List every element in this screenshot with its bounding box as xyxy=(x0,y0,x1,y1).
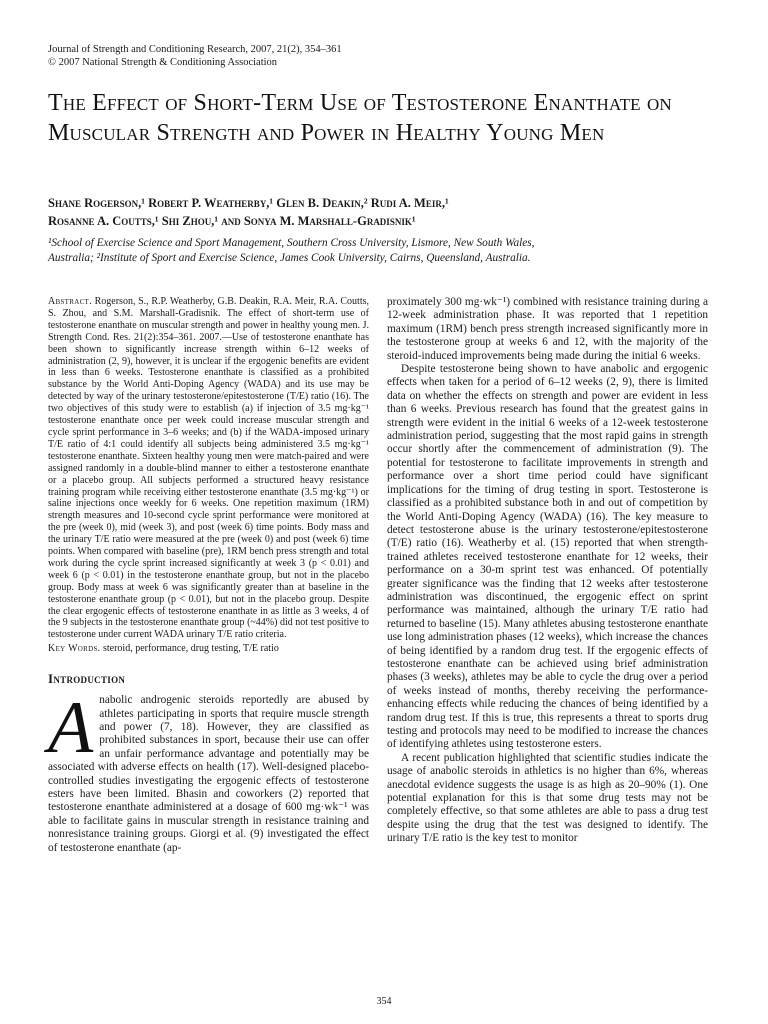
paragraph-1: proximately 300 mg·wk⁻¹) combined with resistance training during a 12-week administration phase. It was reported that 1 repetition maximum (1RM) bench press strength increased significantly more in the testosterone group at weeks 6 and 12, with the majority of the steroid-induced improvements being made during the initial 6 weeks. xyxy=(387,296,708,362)
keywords-label: Key Words. xyxy=(48,643,101,655)
affiliation-line-1: ¹School of Exercise Science and Sport Management, Southern Cross University, Lismore, New South Wales, xyxy=(48,237,535,249)
drop-cap: A xyxy=(48,687,94,770)
right-column xyxy=(387,296,708,846)
paragraph-3: A recent publication highlighted that scientific studies indicate the usage of anabolic steroids in athletics is no higher than 6%, whereas anecdotal evidence suggests the usage is as high as 20–90% (1). One potential explanation for this is that some drug tests may not be completely effective, so that some athletes are able to pass a drug test despite using the drug that the test was designed to identify. The urinary T/E ratio is the key test to monitor xyxy=(387,751,708,845)
introduction-body xyxy=(48,687,369,855)
abstract-text: Rogerson, S., R.P. Weatherby, G.B. Deakin, R.A. Meir, R.A. Coutts, S. Zhou, and S.M. Marshall-Gradisnik. The effect of short-term use of testosterone enanthate on muscular strength and power in healthy young men. J. Strength Cond. Res. 21(2):354–361. 2007.—Use of testosterone enanthate has been shown to significantly increase strength within 6–12 weeks of administration (2, 9), however, it is unclear if the ergogenic benefits are evident in less than 6 weeks. Testosterone enanthate is classified as a prohibited substance by the World Anti-Doping Agency (WADA) and its use may be detected by way of the urinary testosterone/epitestosterone (T/E) ratio (16). The two objectives of this study were to establish (a) if injection of 3.5 mg·kg⁻¹ testosterone enanthate once per week could increase muscular strength and cycle sprint performance in 3–6 weeks; and (b) if the WADA-imposed urinary T/E ratio of 4:1 could identify all subjects being administered 3.5 mg·kg⁻¹ testosterone enanthate. Sixteen healthy young men were match-paired and were assigned randomly in a double-blind manner to either a testosterone enanthate or a placebo group. All subjects performed a structured heavy resistance training program while receiving either testosterone enanthate (3.5 mg·kg⁻¹) or saline injections once weekly for 6 weeks. One repetition maximum (1RM) strength measures and 10-second cycle sprint performance were monitored at the pre (week 0), mid (week 3), and post (week 6) time points. Body mass and the urinary T/E ratio were measured at the pre (week 0) and post (week 6) time points. When compared with baseline (pre), 1RM bench press strength and total work during the cycle sprint increased significantly at week 3 (p < 0.01) and week 6 (p < 0.01) in the testosterone enanthate group, but not in the placebo group. Body mass at week 6 was significantly greater than at baseline in the testosterone enanthate group (p < 0.01), but not in the placebo group. Despite the clear ergogenic effects of testosterone enanthate in as little as 3 weeks, 4 of the 9 subjects in the testosterone enanthate group (~44%) did not test positive to testosterone under current WADA urinary T/E ratio criteria. xyxy=(48,296,369,641)
keywords-text: steroid, performance, drug testing, T/E ratio xyxy=(102,643,279,655)
paragraph-2: Despite testosterone being shown to have anabolic and ergogenic effects when taken for a period of 6–12 weeks (2, 9), there is limited data on whether the effects on strength and power are evident in less than 6 weeks. Previous research has found that the greatest gains in strength were evident in the initial 6 weeks of a 12-week testosterone administration period, suggesting that the most rapid gains in strength occur shortly after the commencement of administration (9). The potential for testosterone to facilitate improvements in strength and performance over a short time period could have significant implications for the timing of drug testing in sport. Testosterone is classified as a prohibited substance both in and out of competition by the World Anti-Doping Agency (WADA) (16). The key measure to detect testosterone abuse is the urinary testosterone/epitestosterone (T/E) ratio (16). Weatherby et al. (15) reported that when strength-trained athletes received testosterone enanthate for 12 weeks, their performance on a 30-m sprint test was enhanced. Of potentially greater significance was the finding that 12 weeks after testosterone administration was discontinued, the ergogenic effect on sprint performance was maintained, although the urinary T/E ratio had returned to baseline (15). Many athletes abusing testosterone enanthate use long administration phases (12 weeks), which increase the chances of being identified by a random drug test. If the ergogenic effects of testosterone enanthate can be achieved using brief administration phases (3 weeks), athletes may be able to cycle the drug over a period of weeks instead of months, thereby receiving the performance-enhancing effects while reducing the chances of being identified by a random drug test. If this is true, this represents a threat to sports drug testing and protocols may need to be modified to increase the chances of identifying athletes using testosterone esters. xyxy=(387,363,708,751)
journal-header xyxy=(48,43,342,69)
affiliation-line-2: Australia; ²Institute of Sport and Exercise Science, James Cook University, Cairns, Queensland, Australia. xyxy=(48,252,531,264)
introduction-text: nabolic androgenic steroids reportedly are abused by athletes participating in sports that require muscle strength and power (7, 18). However, they are classified as prohibited substances in sport, because their use can offer an unfair performance advantage and potentially may be associated with adverse effects on health (17). Well-designed placebo-controlled studies investigating the ergogenic effects of testosterone esters have been limited. Bhasin and coworkers (2) reported that testosterone enanthate administered at a dosage of 600 mg·wk⁻¹ was able to facilitate gains in muscular strength in resistance training and nonresistance training groups. Giorgi et al. (9) investigated the effect of testosterone enanthate (ap- xyxy=(48,694,369,854)
author-line-1: Shane Rogerson,¹ Robert P. Weatherby,¹ Glen B. Deakin,² Rudi A. Meir,¹ xyxy=(48,196,449,210)
left-column xyxy=(48,296,369,855)
keywords xyxy=(48,643,369,655)
journal-citation: Journal of Strength and Conditioning Research, 2007, 21(2), 354–361 xyxy=(48,44,342,55)
affiliations xyxy=(48,236,738,266)
introduction-heading: Introduction xyxy=(48,671,126,687)
author-line-2: Rosanne A. Coutts,¹ Shi Zhou,¹ and Sonya M. Marshall-Gradisnik¹ xyxy=(48,214,416,228)
journal-copyright: © 2007 National Strength & Conditioning Association xyxy=(48,57,278,68)
article-title: The Effect of Short-Term Use of Testosterone Enanthate on Muscular Strength and Power in Healthy Young Men xyxy=(48,90,672,146)
author-list xyxy=(48,194,738,230)
abstract-label: Abstract. xyxy=(48,296,92,307)
abstract xyxy=(48,296,369,641)
page-number: 354 xyxy=(376,996,392,1007)
